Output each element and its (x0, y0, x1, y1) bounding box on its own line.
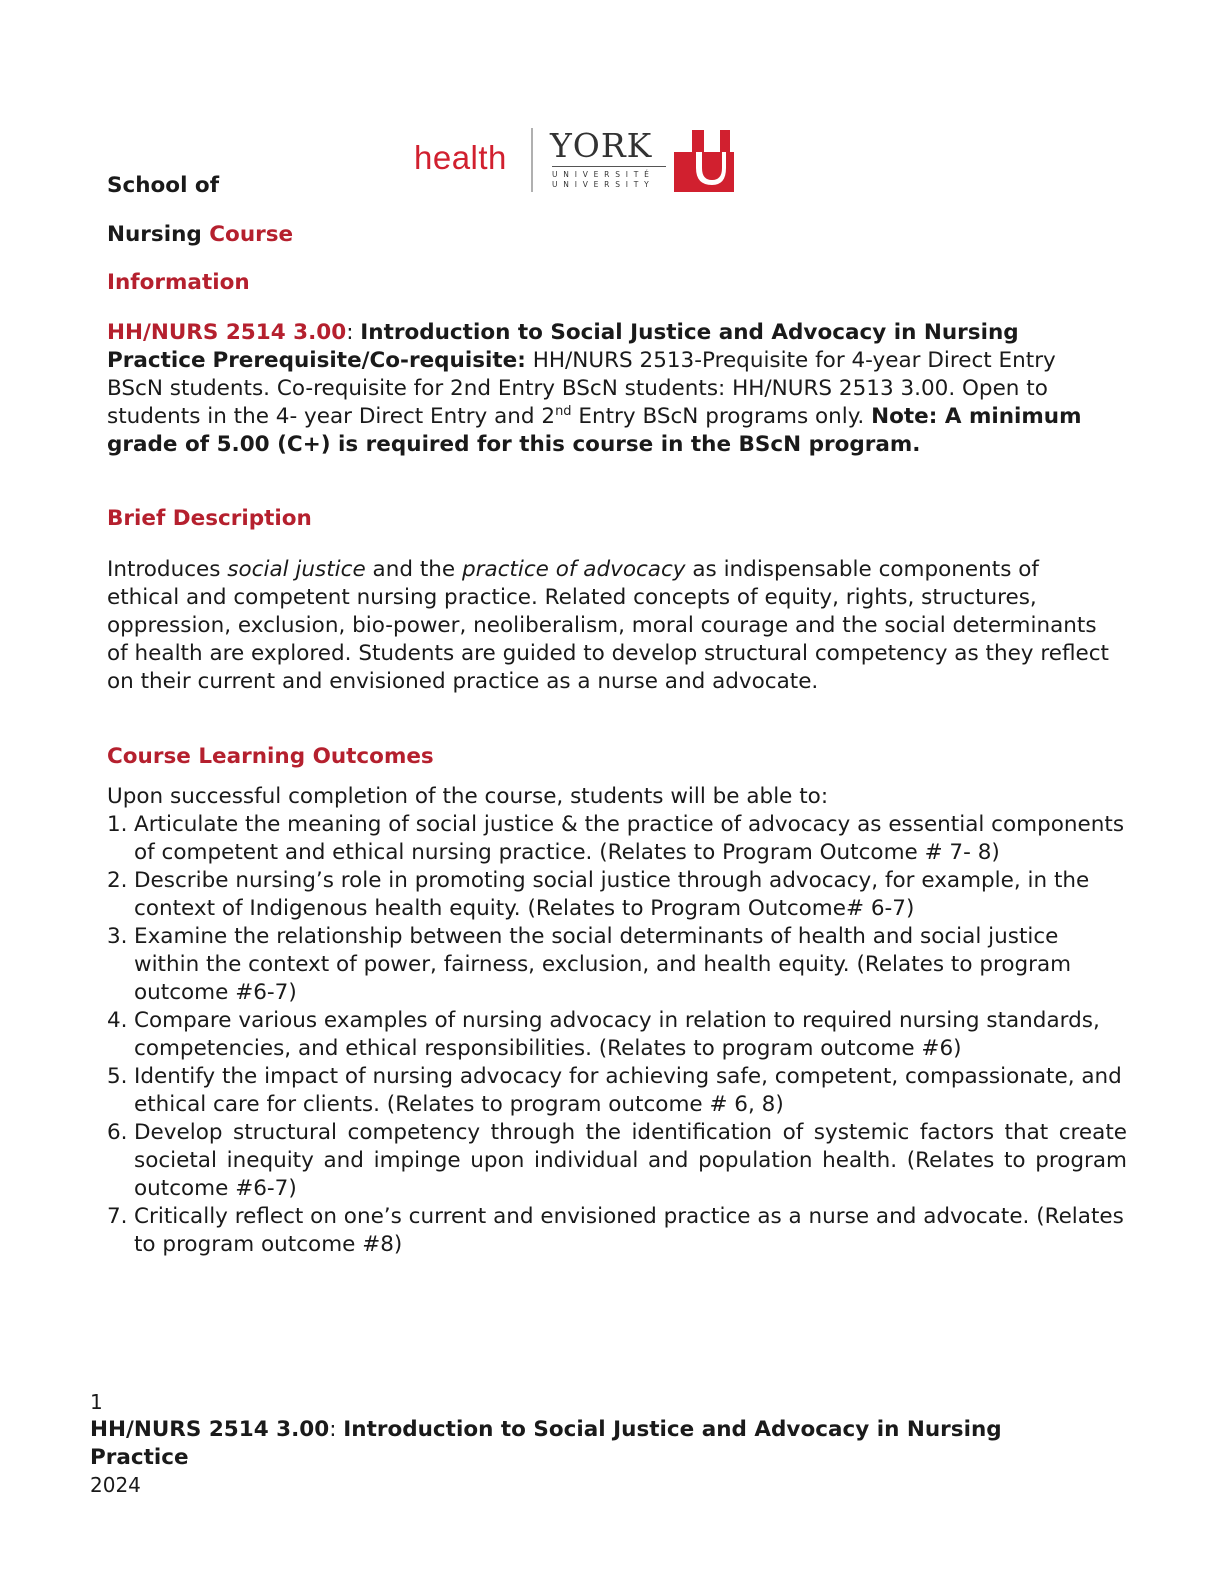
footer-colon: : (329, 1417, 337, 1442)
list-item-text: Develop structural competency through the identification of systemic factors that create societal inequity and impinge upon individual and population health. (Relates to program outcome #6-7) (134, 1120, 1127, 1201)
header-school-of: School of (107, 173, 220, 198)
header-nursing-course (107, 221, 293, 249)
course-title: Introduction to Social Justice and Advocacy in Nursing Practice (107, 320, 1019, 373)
brief-text-practice-of-advocacy: practice of advocacy (461, 557, 686, 582)
logo-universite-text: UNIVERSITÉ (552, 170, 655, 179)
list-item-number: 1. (107, 812, 128, 837)
list-item-number: 3. (107, 924, 128, 949)
page-number: 1 (90, 1390, 103, 1414)
list-item (107, 1007, 1127, 1063)
list-item (107, 1119, 1127, 1203)
prereq-text-end: Entry BScN programs only. (578, 404, 865, 429)
course-info-block (107, 319, 1117, 459)
header-nursing-word: Nursing (107, 222, 202, 247)
list-item-number: 7. (107, 1204, 128, 1229)
list-item-number: 5. (107, 1064, 128, 1089)
footer-course-title (90, 1416, 1040, 1472)
brief-description-heading: Brief Description (107, 506, 312, 531)
header-information: Information (107, 270, 250, 295)
logo-rule (552, 166, 666, 167)
list-item-text: Critically reflect on one’s current and envisioned practice as a nurse and advocate. (Relates to program outcome #8) (134, 1204, 1124, 1257)
brief-description-text (107, 556, 1117, 696)
grade-note: Note: A minimum grade of 5.00 (C+) is required for this course in the BScN program. (107, 404, 1082, 457)
list-item-text: Compare various examples of nursing advocacy in relation to required nursing standards, competencies, and ethical responsibilities. (Relates to program outcome #6) (134, 1008, 1100, 1061)
list-item-text: Articulate the meaning of social justice & the practice of advocacy as essential components of competent and ethical nursing practice. (Relates to Program Outcome # 7- 8) (134, 812, 1125, 865)
learning-outcomes-heading: Course Learning Outcomes (107, 744, 434, 769)
footer-year: 2024 (90, 1473, 141, 1497)
list-item (107, 867, 1127, 923)
prereq-superscript: nd (555, 403, 572, 419)
list-item-text: Describe nursing’s role in promoting social justice through advocacy, for example, in the context of Indigenous health equity. (Relates to Program Outcome# 6-7) (134, 868, 1090, 921)
list-item-number: 4. (107, 1008, 128, 1033)
logo-health-text: health (414, 139, 507, 176)
prereq-text: HH/NURS 2513-Prequisite for 4-year Direct Entry BScN students. Co-requisite for 2nd Entry BScN students: HH/NURS 2513 3.00. Open to students in the 4- year Direct Entry and 2 (107, 348, 1056, 429)
list-item (107, 923, 1127, 1007)
learning-outcomes-list (107, 811, 1127, 1259)
brief-text-1: Introduces (107, 557, 221, 582)
header-course-word: Course (209, 222, 294, 247)
york-health-logo (414, 126, 736, 192)
list-item (107, 1063, 1127, 1119)
list-item (107, 811, 1127, 867)
logo-york-text: YORK (550, 126, 653, 165)
footer-course-code: HH/NURS 2514 3.00 (90, 1417, 330, 1442)
prereq-label: Prerequisite/Co-requisite: (212, 348, 526, 373)
course-colon: : (346, 320, 354, 345)
list-item (107, 1203, 1127, 1259)
learning-outcomes-intro: Upon successful completion of the course, students will be able to: (107, 784, 829, 809)
list-item-text: Examine the relationship between the social determinants of health and social justice within the context of power, fairness, exclusion, and health equity. (Relates to program outcome #6-7) (134, 924, 1072, 1005)
brief-text-5: as indispensable components of ethical and competent nursing practice. Related concepts of equity, rights, structures, oppression, exclusion, bio-power, neoliberalism, moral courage and the social determinants of health are explored. Students are guided to develop structural competency as they reflect on their current and envisioned practice as a nurse and advocate. (107, 557, 1109, 694)
list-item-number: 2. (107, 868, 128, 893)
brief-text-social-justice: social justice (227, 557, 366, 582)
logo-divider (531, 128, 533, 192)
brief-text-3: and the (372, 557, 456, 582)
list-item-number: 6. (107, 1120, 128, 1145)
logo-university-text: UNIVERSITY (552, 180, 655, 189)
footer-title-text: Introduction to Social Justice and Advocacy in Nursing Practice (90, 1417, 1002, 1470)
york-u-mark-icon (674, 130, 734, 192)
list-item-text: Identify the impact of nursing advocacy for achieving safe, competent, compassionate, and ethical care for clients. (Relates to program outcome # 6, 8) (134, 1064, 1122, 1117)
course-code: HH/NURS 2514 3.00 (107, 320, 347, 345)
